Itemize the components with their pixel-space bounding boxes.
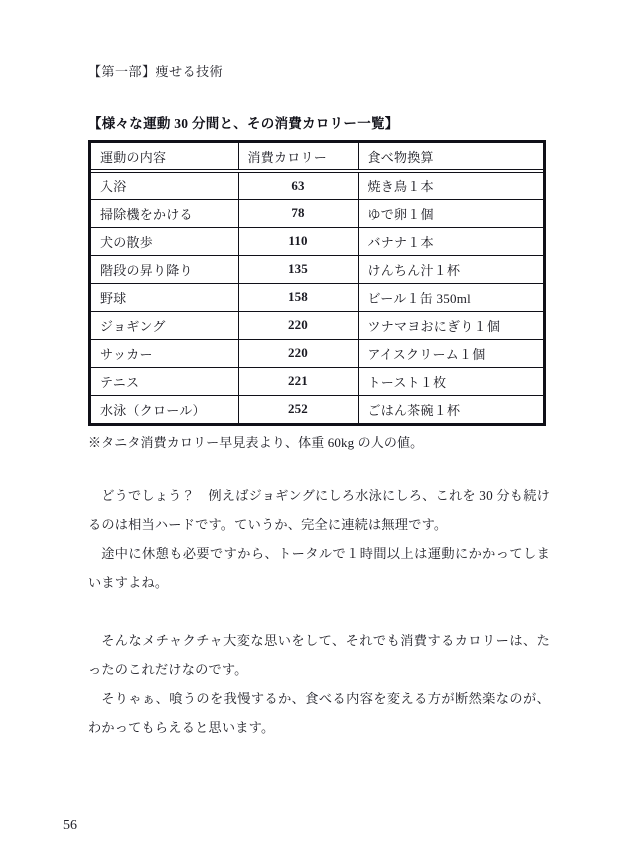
cell-calories: 63 bbox=[238, 171, 358, 199]
table-caption: 【様々な運動 30 分間と、その消費カロリー一覧】 bbox=[88, 116, 399, 131]
table-source-note: ※タニタ消費カロリー早見表より、体重 60kg の人の値。 bbox=[88, 435, 424, 450]
table-row bbox=[91, 367, 543, 395]
cell-activity: サッカー bbox=[91, 339, 238, 367]
cell-activity: 犬の散歩 bbox=[91, 227, 238, 255]
cell-activity: 掃除機をかける bbox=[91, 199, 238, 227]
table-row bbox=[91, 227, 543, 255]
table-row bbox=[91, 311, 543, 339]
cell-food: ゆで卵１個 bbox=[358, 199, 543, 227]
cell-activity: 野球 bbox=[91, 283, 238, 311]
column-header-calories: 消費カロリー bbox=[238, 143, 358, 171]
cell-food: けんちん汁１杯 bbox=[358, 255, 543, 283]
cell-calories: 220 bbox=[238, 339, 358, 367]
cell-calories: 158 bbox=[238, 283, 358, 311]
table-row bbox=[91, 171, 543, 199]
cell-food: 焼き鳥１本 bbox=[358, 171, 543, 199]
table-row bbox=[91, 255, 543, 283]
body-paragraph: そんなメチャクチャ大変な思いをして、それでも消費するカロリーは、たったのこれだけなのです。 bbox=[88, 633, 550, 677]
cell-food: バナナ１本 bbox=[358, 227, 543, 255]
body-paragraph: そりゃぁ、喰うのを我慢するか、食べる内容を変える方が断然楽なのが、わかってもらえると思います。 bbox=[88, 691, 550, 735]
cell-food: アイスクリーム１個 bbox=[358, 339, 543, 367]
cell-activity: 水泳（クロール） bbox=[91, 395, 238, 423]
table-body bbox=[91, 171, 543, 423]
column-header-activity: 運動の内容 bbox=[91, 143, 238, 171]
table-header-row bbox=[91, 143, 543, 171]
cell-activity: テニス bbox=[91, 367, 238, 395]
table-row bbox=[91, 199, 543, 227]
body-paragraph: どうでしょう？ 例えばジョギングにしろ水泳にしろ、これを 30 分も続けるのは相当ハードです。ていうか、完全に連続は無理です。 bbox=[88, 488, 550, 532]
table-row bbox=[91, 339, 543, 367]
table-row bbox=[91, 395, 543, 423]
cell-calories: 221 bbox=[238, 367, 358, 395]
cell-activity: ジョギング bbox=[91, 311, 238, 339]
calorie-table bbox=[91, 143, 543, 423]
cell-calories: 220 bbox=[238, 311, 358, 339]
cell-food: ごはん茶碗１杯 bbox=[367, 402, 461, 418]
table-row bbox=[91, 283, 543, 311]
cell-food: トースト１枚 bbox=[358, 367, 543, 395]
body-paragraph: 途中に休憩も必要ですから、トータルで１時間以上は運動にかかってしまいますよね。 bbox=[88, 546, 550, 590]
running-head: 【第一部】痩せる技術 bbox=[88, 64, 224, 79]
cell-calories: 135 bbox=[238, 255, 358, 283]
cell-food: ビール１缶 350ml bbox=[358, 283, 543, 311]
column-header-food: 食べ物換算 bbox=[358, 143, 543, 171]
calorie-table-container bbox=[88, 140, 546, 426]
cell-activity: 階段の昇り降り bbox=[91, 255, 238, 283]
cell-food: ツナマヨおにぎり１個 bbox=[358, 311, 543, 339]
cell-calories: 110 bbox=[238, 227, 358, 255]
cell-activity: 入浴 bbox=[91, 171, 238, 199]
cell-calories: 252 bbox=[238, 395, 358, 423]
page-number: 56 bbox=[63, 818, 77, 833]
body-copy bbox=[88, 481, 550, 742]
cell-calories: 78 bbox=[238, 199, 358, 227]
table-header bbox=[91, 143, 543, 171]
